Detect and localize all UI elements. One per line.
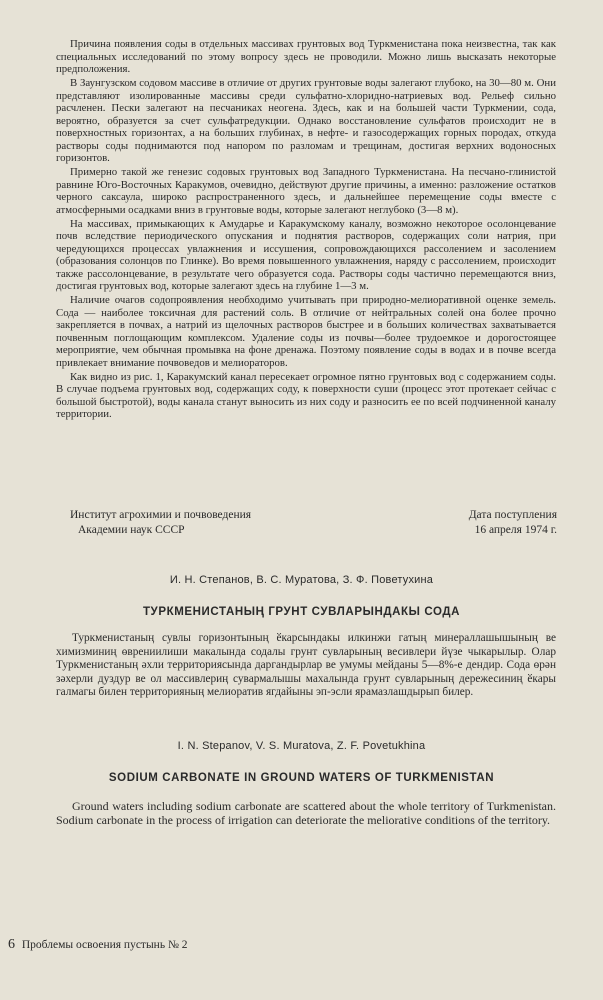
journal-name: Проблемы освоения пустынь № 2 [21, 939, 188, 951]
institute-affiliation [70, 508, 251, 538]
english-title: SODIUM CARBONATE IN GROUND WATERS OF TURKMENISTAN [108, 772, 495, 784]
institute-line: Институт агрохимии и почвоведения [70, 509, 252, 521]
paragraph: Наличие очагов содопроявления необходимо учитывать при природно-мелиоративной оценке земель. Сода — наиболее токсичная для растений соль. В отличие от нейтральных солей она более прочно закрепляется в почвах, а натрий из щелочных растворов быстрее и в больших количествах захватывается почвенным поглощающим комплексом. Удаление соды из почвы—более трудоемкое и дорогостоящее мероприятие, чем обычная промывка на фоне дренажа. Поэтому появление соды в водах и в почве всегда привлекает внимание почвоведов и мелиораторов. [56, 294, 556, 369]
english-abstract [56, 800, 556, 827]
paragraph: В Заунгузском содовом массиве в отличие от других грунтовые воды залегают глубоко, на 30—80 м. Они представляют изолированные массивы среди сульфатно-хлоридно-натриевых вод. Рельеф сильно расчленен. Пески залегают на песчаниках неогена. Здесь, как и на большей части Туркмении, сода, вероятно, образуется за счет сульфатредукции. Однако восстановление сульфатов происходит не в поверхностных горизонтах, а на больших глубинах, в нефте- и газосодержащих горных породах, откуда растворы соды поднимаются под напором по разломам и трещинам, достигая верхних водоносных горизонтов. [56, 77, 556, 164]
turkmen-authors: И. Н. Степанов, В. С. Муратова, З. Ф. Поветухина [169, 574, 434, 586]
institute-line: Академии наук СССР [78, 524, 185, 536]
date-value: 16 апреля 1974 г. [474, 524, 557, 536]
page-footer [8, 937, 188, 953]
turkmen-abstract [56, 632, 556, 700]
paragraph: На массивах, примыкающих к Амударье и Каракумскому каналу, возможно некоторое осолонцевание почв вследствие периодического опускания и поднятия растворов, содержащих соли натрия, при чередующихся процессах увлажнения и иссушения, сопровождающихся рассолением и засолением (образования солонцов по Глинке). Во время повышенного увлажнения, наряду с рассолением, происходит также рассолонцевание, в результате чего образуется сода. Растворы соды частично перемещаются вниз, достигая грунтовых вод, которые залегают здесь на глубине 1—3 м. [56, 217, 556, 292]
paragraph: Туркменистаның сувлы горизонтының ӗкарсындакы илкинжи гатың минераллашышының ве химизминиң өврениилиши макалында содалы грунт сувларының весивлери йүзе чыкарылыр. Олар Туркменистаның әхли территориясында даргандырлар ве умумы мейданы 5—8%-е дендир. Сода өрән зәхерли дуздур ве ол массивлериң сувармалышы махалында грунт сувларының дережесиниң ӗкары галмагы билен территорияның мелиоратив ягдайыны эп-эсли ярамазлашдырып билер. [56, 632, 556, 698]
paragraph: Примерно такой же генезис содовых грунтовых вод Западного Туркменистана. На песчано-глинистой равнине Юго-Восточных Каракумов, очевидно, действуют другие причины, а именно: разложение остатков черного саксаула, широко распространенного здесь, и дальнейшее перемещение соды вместе с атмосферными осадками вниз в грунтовые воды, которые залегают неглубоко (3—8 м). [56, 166, 556, 216]
paragraph: Ground waters including sodium carbonate are scattered about the whole territory of Turkmenistan. Sodium carbonate in the process of irrigation can deteriorate the meliorative conditions of the territory. [56, 799, 556, 827]
page-number: 6 [8, 937, 15, 952]
received-date [469, 508, 557, 538]
english-authors: I. N. Stepanov, V. S. Muratova, Z. F. Povetukhina [177, 740, 426, 752]
paragraph: Причина появления соды в отдельных массивах грунтовых вод Туркменистана пока неизвестна, так как специальных исследований по этому вопросу здесь не проводили. Можно лишь высказать некоторые предположения. [56, 38, 556, 75]
russian-body-text [56, 38, 556, 422]
turkmen-title: ТУРКМЕНИСТАНЫҢ ГРУНТ СУВЛАРЫНДАКЫ СОДА [142, 606, 461, 618]
date-label: Дата поступления [468, 509, 557, 521]
paragraph: Как видно из рис. 1, Каракумский канал пересекает огромное пятно грунтовых вод с содержанием соды. В случае подъема грунтовых вод, содержащих соду, к поверхности суши (процесс этот протекает сейчас с большой быстротой), воды канала станут выносить из них соду и разносить ее по всей подчиненной каналу территории. [56, 370, 556, 420]
